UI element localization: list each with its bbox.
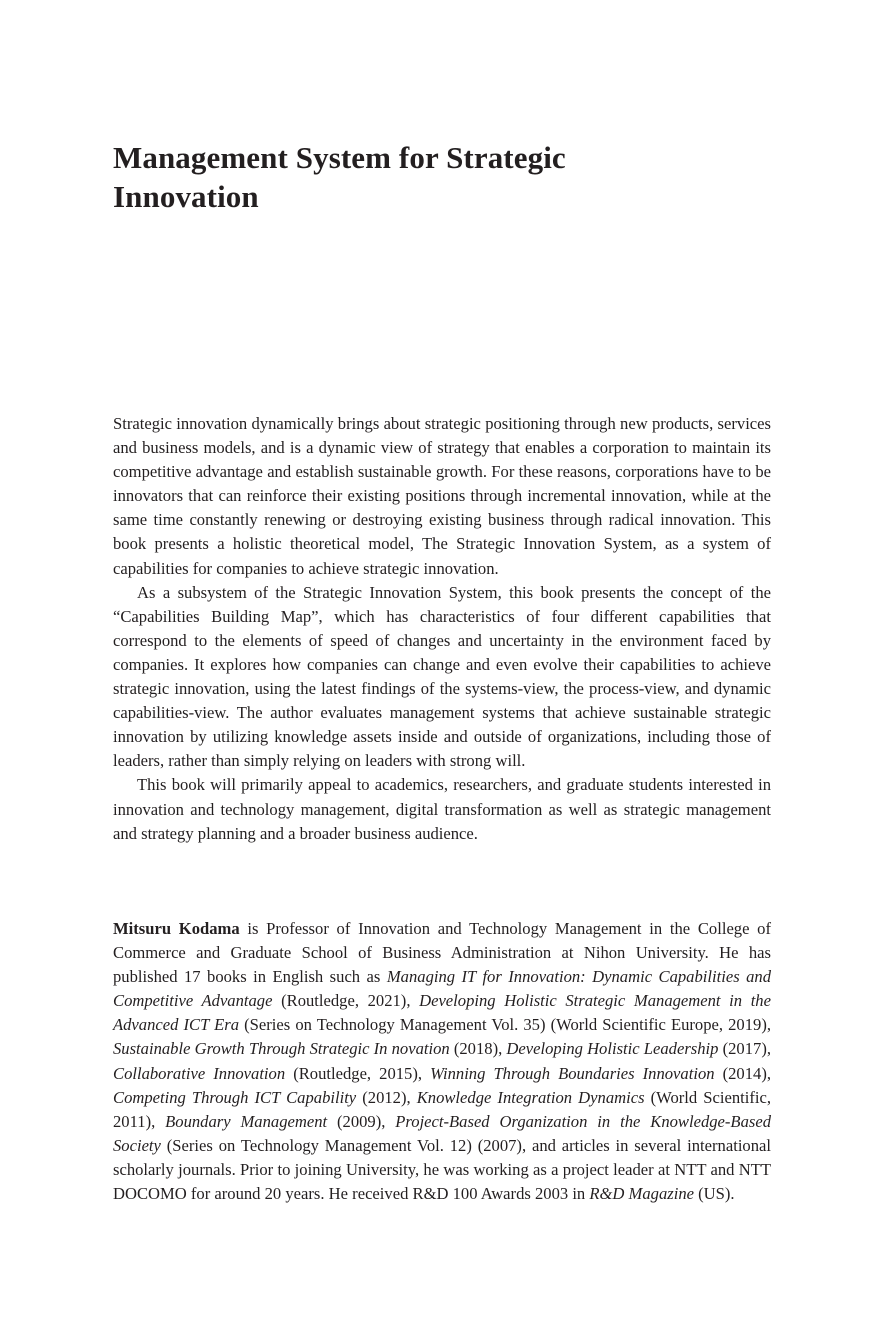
italic-title: Developing Holistic Strategic Management in the Advanced ICT Era	[113, 991, 771, 1035]
italic-title: Collaborative Innovation	[113, 1063, 286, 1083]
text-run: Strategic innovation dynamically brings about strategic positioning through new products, services and business models, and is a dynamic view of strategy that enables a corporation to maintain its competitive advantage and establish sustainable growth. For these reasons, corporations have to be innovators that can reinforce their existing positions through incremental innovation, while at the same time constantly renewing or destroying existing business through radical innovation. This book presents a holistic theoretical model, The Strategic Innovation System, as a system of capabilities for companies to achieve strategic innovation.	[113, 414, 771, 578]
text-run: (2018),	[449, 1039, 507, 1059]
text-run: (Routledge, 2021),	[272, 991, 420, 1011]
title-line-1: Management System for Strategic	[113, 140, 566, 175]
text-run: is Professor of Innovation and Technology Management in the College of Commerce and Graduate School of Business Administration at Nihon University. He has published 17 books in English such as	[113, 919, 772, 987]
author-bio	[113, 917, 771, 1206]
italic-title: Winning Through Boundaries Innovation	[430, 1063, 715, 1083]
text-run: (US).	[694, 1184, 735, 1204]
text-run: (2009),	[327, 1111, 396, 1131]
description-paragraph-1	[113, 412, 771, 581]
book-description	[113, 412, 771, 846]
italic-title: Competing Through ICT Capability	[113, 1087, 357, 1107]
italic-title: Developing Holistic Leadership	[506, 1039, 719, 1059]
description-paragraph-2	[113, 581, 771, 774]
text-run: (Series on Technology Management Vol. 35) (World Scientific Europe, 2019),	[239, 1015, 771, 1035]
italic-title: Managing IT for Innovation: Dynamic Capabilities and Competitive Advantage	[113, 967, 771, 1011]
text-run: This book will primarily appeal to academics, researchers, and graduate students interested in innovation and technology management, digital transformation as well as strategic management and strategy planning and a broader business audience.	[113, 775, 771, 843]
text-run: (Routledge, 2015),	[285, 1063, 431, 1083]
text-run: As a subsystem of the Strategic Innovation System, this book presents the concept of the “Capabilities Building Map”, which has characteristics of four different capabilities that correspond to the elements of speed of changes and uncertainty in the environment faced by companies. It explores how companies can change and even evolve their capabilities to achieve strategic innovation, using the latest findings of the systems-view, the process-view, and dynamic capabilities-view. The author evaluates management systems that achieve sustainable strategic innovation by utilizing knowledge assets inside and outside of organizations, including those of leaders, rather than simply relying on leaders with strong will.	[113, 582, 771, 771]
author-name: Mitsuru Kodama	[113, 919, 240, 938]
description-paragraph-3	[113, 773, 771, 845]
text-run: (2012),	[356, 1087, 417, 1107]
title-line-2: Innovation	[113, 179, 259, 214]
italic-title: Sustainable Growth Through Strategic In novation	[113, 1039, 450, 1059]
author-bio-paragraph	[113, 917, 771, 1206]
italic-title: Boundary Management	[165, 1111, 328, 1131]
text-run: (2017),	[718, 1039, 772, 1059]
text-run: (2014),	[714, 1063, 771, 1083]
text-run: (Series on Technology Management Vol. 12) (2007), and articles in several international scholarly journals. Prior to joining University, he was working as a project leader at NTT and NTT DOCOMO for around 20 years. He received R&D 100 Awards 2003 in	[113, 1135, 771, 1204]
italic-title: Knowledge Integration Dynamics	[416, 1087, 645, 1107]
italic-title: R&D Magazine	[589, 1184, 694, 1204]
text-run: (World Scientific, 2011),	[113, 1087, 771, 1131]
page-title	[113, 138, 773, 216]
italic-title: Project-Based Organization in the Knowledge-Based Society	[113, 1111, 771, 1155]
